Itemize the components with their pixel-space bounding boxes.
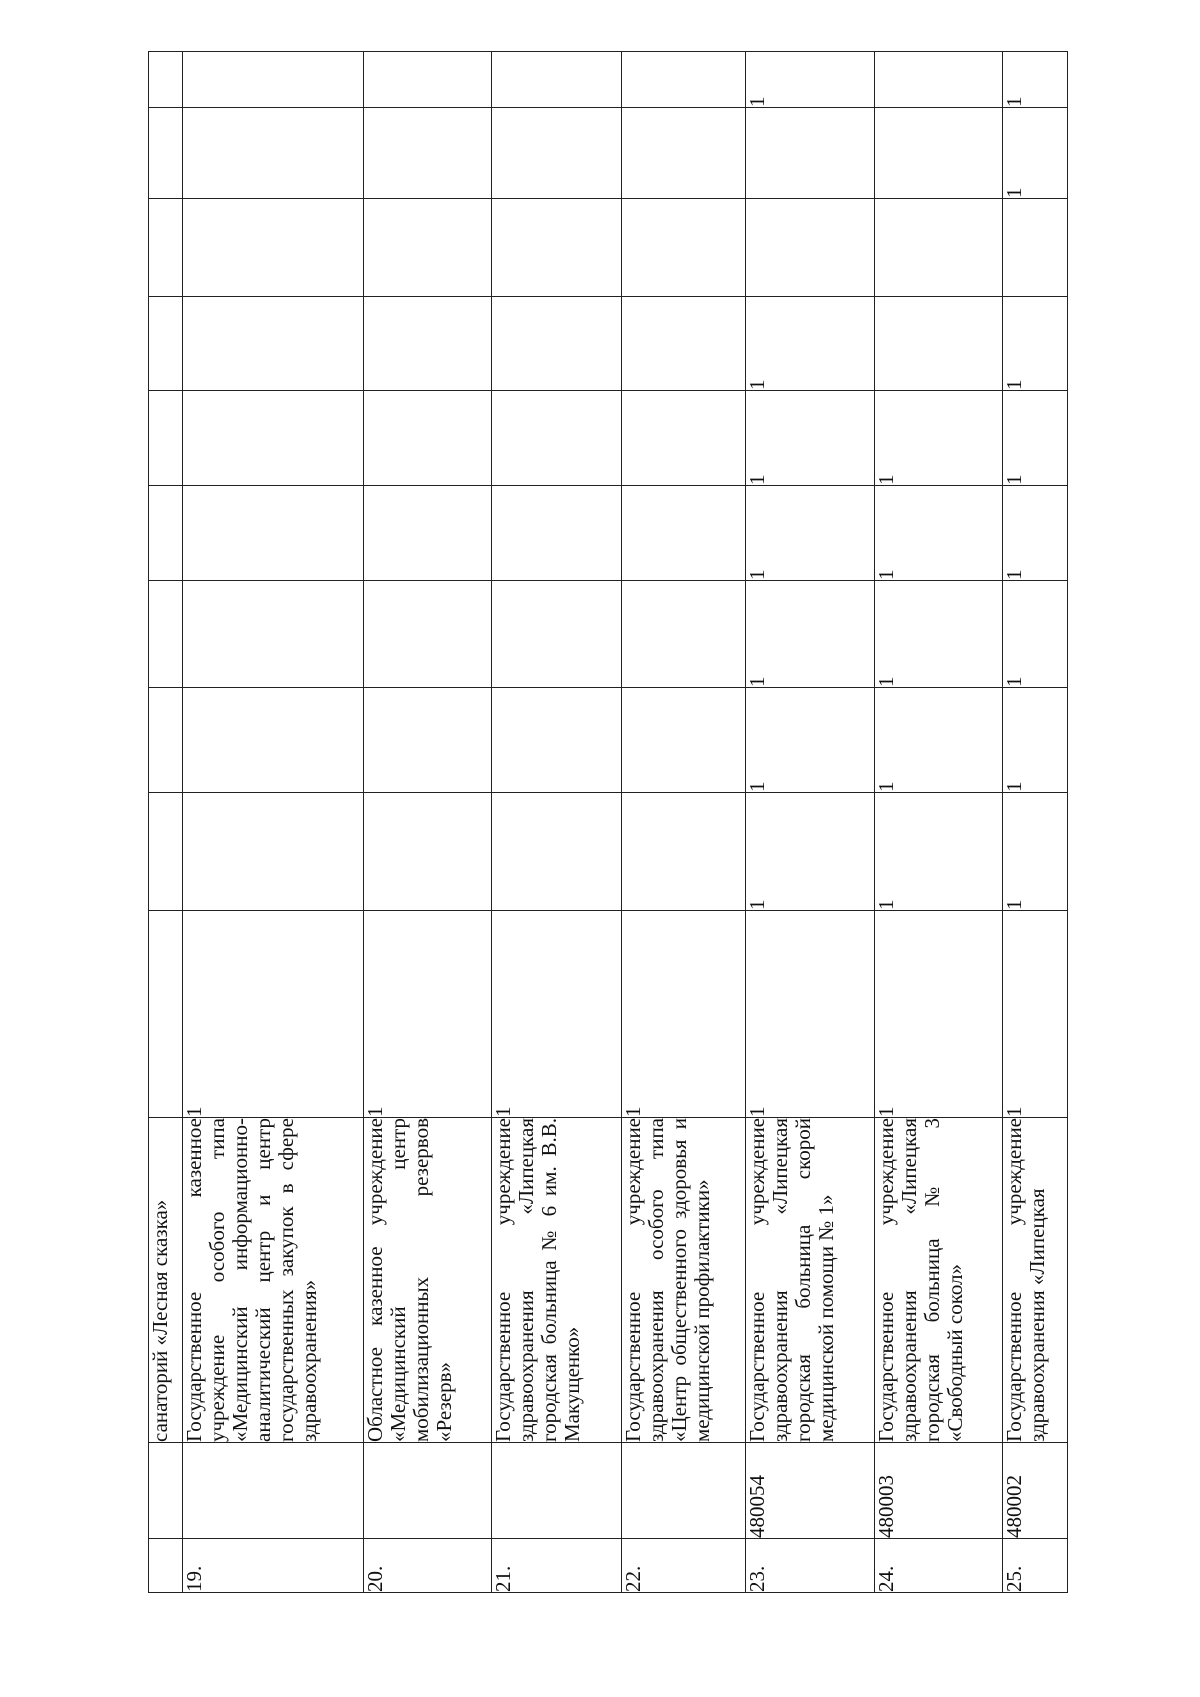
value-cell-10 xyxy=(491,52,621,108)
value-cell-1: 1 xyxy=(746,911,875,1118)
table-row xyxy=(621,52,745,1593)
row-number: 24. xyxy=(875,1539,1003,1593)
value-cell-3: 1 xyxy=(1002,688,1067,793)
value-cell-2 xyxy=(149,793,183,911)
value-cell-8 xyxy=(875,199,1003,297)
value-cell-3 xyxy=(149,688,183,793)
value-cell-2: 1 xyxy=(746,793,875,911)
value-cell-10 xyxy=(621,52,745,108)
value-cell-3: 1 xyxy=(746,688,875,793)
row-number: 22. xyxy=(621,1539,745,1593)
value-cell-5 xyxy=(621,486,745,581)
value-cell-1: 1 xyxy=(875,911,1003,1118)
value-cell-1: 1 xyxy=(182,911,364,1118)
value-cell-8 xyxy=(621,199,745,297)
value-cell-2 xyxy=(182,793,364,911)
value-cell-6: 1 xyxy=(1002,391,1067,486)
value-cell-10: 1 xyxy=(746,52,875,108)
value-cell-9: 1 xyxy=(1002,108,1067,199)
value-cell-7 xyxy=(364,297,492,391)
value-cell-1: 1 xyxy=(1002,911,1067,1118)
value-cell-6 xyxy=(364,391,492,486)
organization-name: Областное казенное учреждение «Медицинский центр мобилизационных резервов «Резерв» xyxy=(364,1118,492,1443)
value-cell-7 xyxy=(621,297,745,391)
organizations-table xyxy=(148,51,1068,1593)
value-cell-8 xyxy=(746,199,875,297)
value-cell-10: 1 xyxy=(1002,52,1067,108)
value-cell-5 xyxy=(491,486,621,581)
value-cell-8 xyxy=(1002,199,1067,297)
organization-code: 480054 xyxy=(746,1443,875,1539)
organization-name: санаторий «Лесная сказка» xyxy=(149,1118,183,1443)
value-cell-10 xyxy=(149,52,183,108)
value-cell-6 xyxy=(149,391,183,486)
organization-code xyxy=(621,1443,745,1539)
table-row xyxy=(364,52,492,1593)
value-cell-9 xyxy=(491,108,621,199)
organization-code xyxy=(182,1443,364,1539)
row-number: 19. xyxy=(182,1539,364,1593)
table-row xyxy=(1002,52,1067,1593)
value-cell-3 xyxy=(182,688,364,793)
row-number xyxy=(149,1539,183,1593)
value-cell-9 xyxy=(875,108,1003,199)
value-cell-7 xyxy=(149,297,183,391)
value-cell-4 xyxy=(149,581,183,688)
value-cell-1: 1 xyxy=(621,911,745,1118)
value-cell-7 xyxy=(182,297,364,391)
row-number: 21. xyxy=(491,1539,621,1593)
value-cell-4: 1 xyxy=(875,581,1003,688)
value-cell-7 xyxy=(875,297,1003,391)
value-cell-1: 1 xyxy=(491,911,621,1118)
organization-name: Государственное учреждение здравоохранения «Липецкая xyxy=(1002,1118,1067,1443)
table-row xyxy=(149,52,183,1593)
value-cell-7: 1 xyxy=(1002,297,1067,391)
organization-name: Государственное учреждение здравоохранения «Липецкая городская больница № 6 им. В.В. Макущенко» xyxy=(491,1118,621,1443)
value-cell-4 xyxy=(364,581,492,688)
value-cell-2 xyxy=(621,793,745,911)
value-cell-6: 1 xyxy=(746,391,875,486)
value-cell-5: 1 xyxy=(875,486,1003,581)
value-cell-9 xyxy=(364,108,492,199)
table-row xyxy=(875,52,1003,1593)
value-cell-10 xyxy=(182,52,364,108)
organization-code xyxy=(364,1443,492,1539)
organization-name: Государственное учреждение здравоохранения «Липецкая городская больница скорой медицинской помощи № 1» xyxy=(746,1118,875,1443)
row-number: 23. xyxy=(746,1539,875,1593)
value-cell-5: 1 xyxy=(746,486,875,581)
organization-name: Государственное казенное учреждение особого типа «Медицинский информационно-аналитический центр и центр государственных закупок в сфере здравоохранения» xyxy=(182,1118,364,1443)
organization-name: Государственное учреждение здравоохранения «Липецкая городская больница № 3 «Свободный сокол» xyxy=(875,1118,1003,1443)
value-cell-2: 1 xyxy=(1002,793,1067,911)
value-cell-9 xyxy=(182,108,364,199)
table-row xyxy=(182,52,364,1593)
value-cell-3: 1 xyxy=(875,688,1003,793)
value-cell-8 xyxy=(182,199,364,297)
value-cell-8 xyxy=(149,199,183,297)
organization-code xyxy=(491,1443,621,1539)
value-cell-8 xyxy=(491,199,621,297)
value-cell-6 xyxy=(621,391,745,486)
value-cell-9 xyxy=(149,108,183,199)
value-cell-5: 1 xyxy=(1002,486,1067,581)
value-cell-8 xyxy=(364,199,492,297)
value-cell-10 xyxy=(875,52,1003,108)
value-cell-5 xyxy=(182,486,364,581)
value-cell-1: 1 xyxy=(364,911,492,1118)
value-cell-7: 1 xyxy=(746,297,875,391)
value-cell-9 xyxy=(746,108,875,199)
value-cell-4: 1 xyxy=(1002,581,1067,688)
value-cell-1 xyxy=(149,911,183,1118)
row-number: 20. xyxy=(364,1539,492,1593)
table-row xyxy=(746,52,875,1593)
value-cell-4: 1 xyxy=(746,581,875,688)
value-cell-4 xyxy=(491,581,621,688)
value-cell-7 xyxy=(491,297,621,391)
row-number: 25. xyxy=(1002,1539,1067,1593)
value-cell-3 xyxy=(364,688,492,793)
value-cell-5 xyxy=(149,486,183,581)
organization-code: 480003 xyxy=(875,1443,1003,1539)
value-cell-4 xyxy=(182,581,364,688)
value-cell-6 xyxy=(491,391,621,486)
value-cell-4 xyxy=(621,581,745,688)
organization-code: 480002 xyxy=(1002,1443,1067,1539)
value-cell-6: 1 xyxy=(875,391,1003,486)
value-cell-6 xyxy=(182,391,364,486)
value-cell-3 xyxy=(621,688,745,793)
value-cell-9 xyxy=(621,108,745,199)
table-row xyxy=(491,52,621,1593)
value-cell-2 xyxy=(364,793,492,911)
document-page xyxy=(148,52,1068,1593)
value-cell-3 xyxy=(491,688,621,793)
value-cell-2 xyxy=(491,793,621,911)
value-cell-5 xyxy=(364,486,492,581)
value-cell-2: 1 xyxy=(875,793,1003,911)
organization-name: Государственное учреждение здравоохранения особого типа «Центр общественного здоровья и медицинской профилактики» xyxy=(621,1118,745,1443)
value-cell-10 xyxy=(364,52,492,108)
organization-code xyxy=(149,1443,183,1539)
